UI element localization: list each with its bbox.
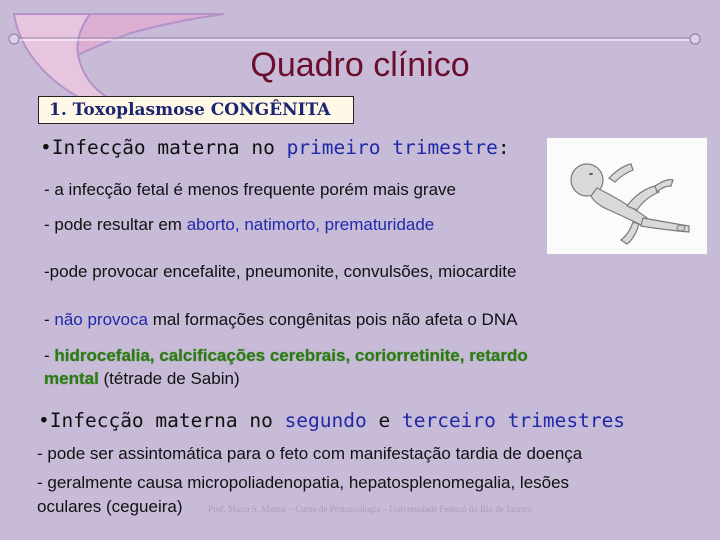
rule-right-knob bbox=[690, 34, 700, 44]
heading-text: Infecção materna no bbox=[49, 409, 285, 432]
item-text: mal formações congênitas pois não afeta o DNA bbox=[147, 310, 518, 329]
item-text: - a infecção fetal é menos frequente porém mais grave bbox=[44, 180, 456, 199]
section2-heading bbox=[38, 409, 625, 432]
list-item bbox=[44, 262, 517, 282]
list-item: - pode ser assintomática para o feto com manifestação tardia de doença bbox=[37, 444, 583, 463]
heading-emphasis: segundo bbox=[284, 409, 367, 432]
heading-text: e bbox=[366, 409, 402, 432]
item-text: (tétrade de Sabin) bbox=[98, 369, 240, 388]
item-prefix: - bbox=[44, 346, 55, 365]
heading-emphasis: primeiro trimestre bbox=[286, 136, 498, 159]
newborn-photo-icon bbox=[547, 138, 707, 254]
item-emphasis: hidrocefalia, calcificações cerebrais, coriorretinite, retardo bbox=[54, 346, 528, 365]
subtitle-box: 1. Toxoplasmose CONGÊNITA bbox=[38, 96, 354, 124]
slide-title: Quadro clínico bbox=[250, 46, 470, 84]
bullet: • bbox=[38, 409, 50, 432]
list-item: - geralmente causa micropoliadenopatia, hepatosplenomegalia, lesões bbox=[37, 473, 570, 492]
list-item bbox=[44, 180, 456, 200]
item-emphasis: não provoca bbox=[54, 310, 148, 329]
list-item bbox=[44, 310, 517, 330]
rule-left-knob bbox=[9, 34, 19, 44]
list-item: oculares (cegueira) bbox=[37, 497, 183, 516]
heading-colon: : bbox=[497, 136, 510, 159]
list-item bbox=[44, 346, 528, 366]
list-item-continued bbox=[44, 369, 240, 389]
item-emphasis: aborto, natimorto, prematuridade bbox=[186, 215, 435, 234]
item-text: -pode provocar encefalite, pneumonite, convulsões, miocardite bbox=[44, 262, 517, 281]
heading-text: Infecção materna no bbox=[51, 136, 287, 159]
list-item bbox=[44, 215, 434, 235]
item-text: - pode resultar em bbox=[44, 215, 187, 234]
footer-credit: Prof. Maria S. Mattos – Curso de Protozoologia – Universidade Federal do Rio de Janeiro bbox=[208, 504, 532, 514]
item-prefix: - bbox=[44, 310, 55, 329]
item-emphasis: mental bbox=[44, 369, 99, 388]
newborn-photo bbox=[547, 138, 707, 254]
section1-heading bbox=[40, 136, 510, 159]
bullet: • bbox=[40, 136, 52, 159]
heading-emphasis: terceiro trimestres bbox=[401, 409, 626, 432]
